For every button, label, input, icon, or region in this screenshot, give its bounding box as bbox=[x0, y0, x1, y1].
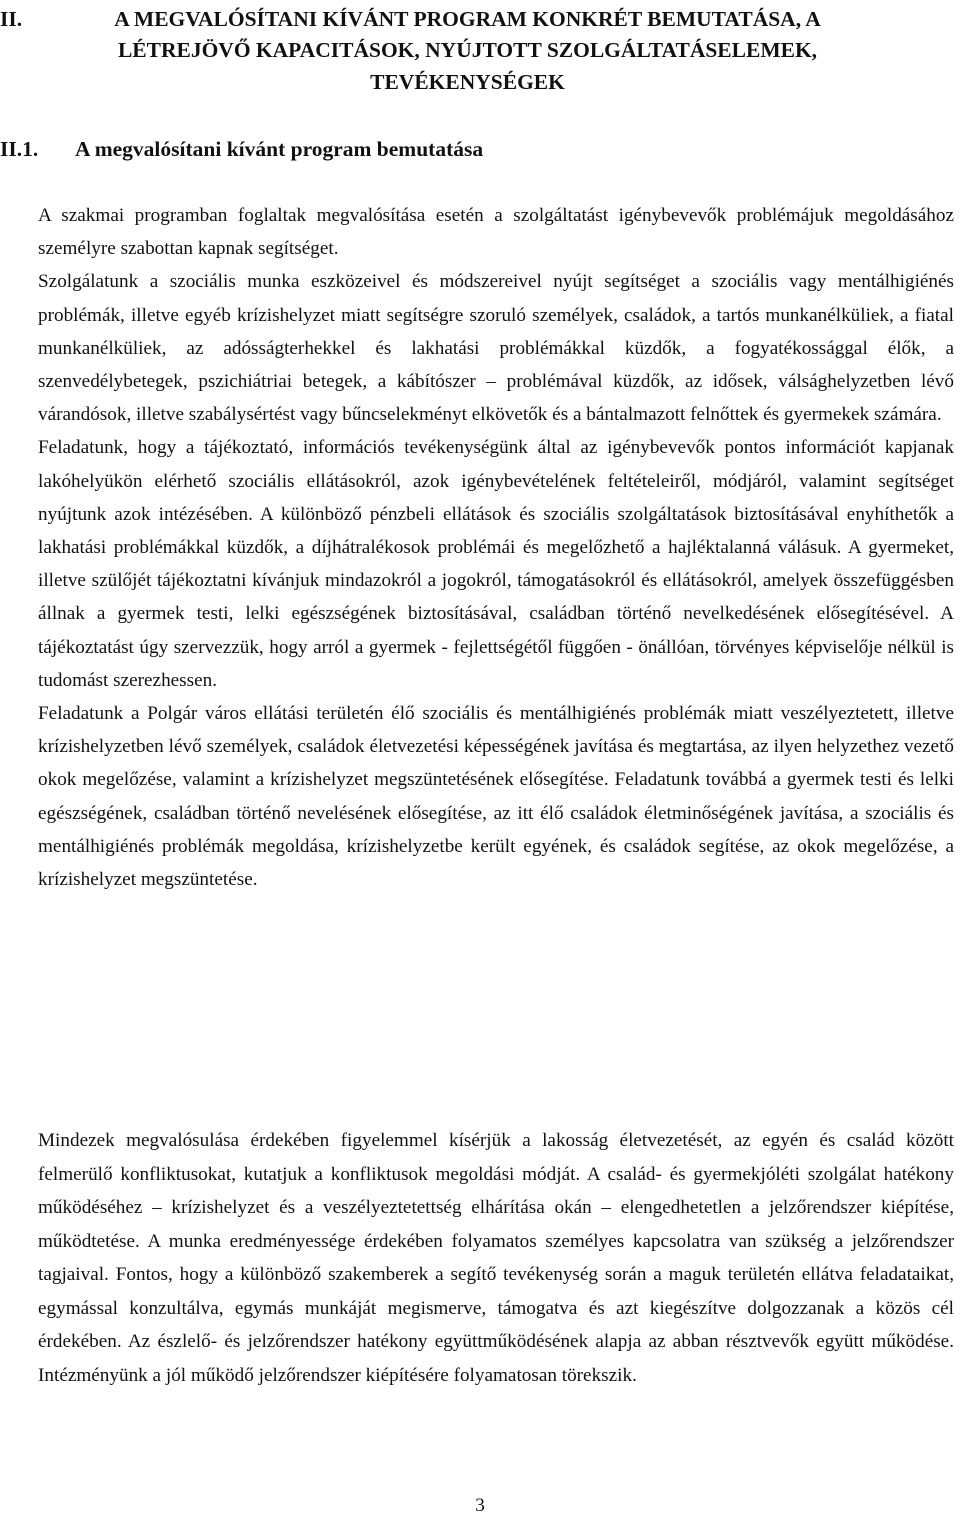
paragraph-crisis-tasks: Feladatunk a Polgár város ellátási területén élő szociális és mentálhigiénés problémák miatt veszélyeztetett, illetve krízishelyzetben lévő személyek, családok életvezetési képességének javítása és megtartása, az ilyen helyzethez vezető okok megelőzése, valamint a krízishelyzet megszüntetésének elősegítése. Feladatunk továbbá a gyermek testi és lelki egészségének, családban történő nevelésének elősegítése, az itt élő családok életminőségének javítása, a szociális és mentálhigiénés problémák megoldása, krízishelyzetbe került egyének, és családok segítése, az okok megelőzése, a krízishelyzet megszüntetése. bbox=[38, 703, 954, 891]
section-title-line-2: LÉTREJÖVŐ KAPACITÁSOK, NYÚJTOTT SZOLGÁLTATÁSELEMEK, bbox=[117, 38, 818, 62]
subsection-title: A megvalósítani kívánt program bemutatása bbox=[75, 137, 484, 161]
section-number: II. bbox=[0, 7, 23, 31]
page-number: 3 bbox=[475, 1495, 485, 1516]
section-title-line-3: TEVÉKENYSÉGEK bbox=[370, 70, 565, 94]
paragraph-information-tasks: Feladatunk, hogy a tájékoztató, információs tevékenységünk által az igénybevevők pontos információt kapjanak lakóhelyükön elérhető szociális ellátásokról, azok igénybevételének feltételeiről, módjáról, valamint segítséget nyújtunk azok intézésében. A különböző pénzbeli ellátások és szociális szolgáltatások biztosításával enyhíthetők a lakhatási problémákkal küzdők, a díjhátralékosok problémái és megelőzhető a hajléktalanná válásuk. A gyermeket, illetve szülőjét tájékoztatni kívánjuk mindazokról a jogokról, támogatásokról és ellátásokról, amelyek összefüggésben állnak a gyermek testi, lelki egészségének biztosításával, családban történő nevelkedésének elősegítésével. A tájékoztatást úgy szervezzük, hogy arról a gyermek - fejlettségétől függően - önállóan, törvényes képviselője nélkül is tudomást szerezhessen. bbox=[38, 437, 954, 691]
subsection-number: II.1. bbox=[0, 137, 39, 161]
section-title-line-1: A MEGVALÓSÍTANI KÍVÁNT PROGRAM KONKRÉT BEMUTATÁSA, A bbox=[114, 7, 821, 31]
paragraph-signalling-system: Mindezek megvalósulása érdekében figyelemmel kísérjük a lakosság életvezetését, az egyén és család között felmerülő konfliktusokat, kutatjuk a konfliktusok megoldási módját. A család- és gyermekjóléti szolgálat hatékony működéséhez – krízishelyzet és a veszélyeztetettség elhárítása okán – elengedhetetlen a jelzőrendszer kiépítése, működtetése. A munka eredményessége érdekében folyamatos személyes kapcsolatra van szükség a jelzőrendszer tagjaival. Fontos, hogy a különböző szakemberek a segítő tevékenység során a maguk területén ellátva feladataikat, egymással konzultálva, egymás munkáját megismerve, támogatva és azt kiegészítve dolgozzanak a közös cél érdekében. Az észlelő- és jelzőrendszer hatékony együttműködésének alapja az abban résztvevők együtt működése. Intézményünk a jól működő jelzőrendszer kiépítésére folyamatosan törekszik. bbox=[38, 1130, 954, 1386]
body-text-block-1 bbox=[38, 199, 954, 896]
paragraph-target-groups: Szolgálatunk a szociális munka eszközeivel és módszereivel nyújt segítséget a szociális vagy mentálhigiénés problémák, illetve egyéb krízishelyzet miatt segítségre szoruló személyek, családok, a tartós munkanélküliek, a fiatal munkanélküliek, az adósságterhekkel és lakhatási problémákkal küzdők, a fogyatékossággal élők, a szenvedélybetegek, pszichiátriai betegek, a kábítószer – problémával küzdők, az idősek, válsághelyzetben lévő várandósok, illetve szabálysértést vagy bűncselekményt elkövetők és a bántalmazott felnőttek és gyermekek számára. bbox=[38, 271, 954, 426]
paragraph-intro: A szakmai programban foglaltak megvalósítása esetén a szolgáltatást igénybevevők problémájuk megoldásához személyre szabottan kapnak segítséget. bbox=[38, 205, 954, 260]
body-text-block-2 bbox=[38, 1124, 954, 1392]
